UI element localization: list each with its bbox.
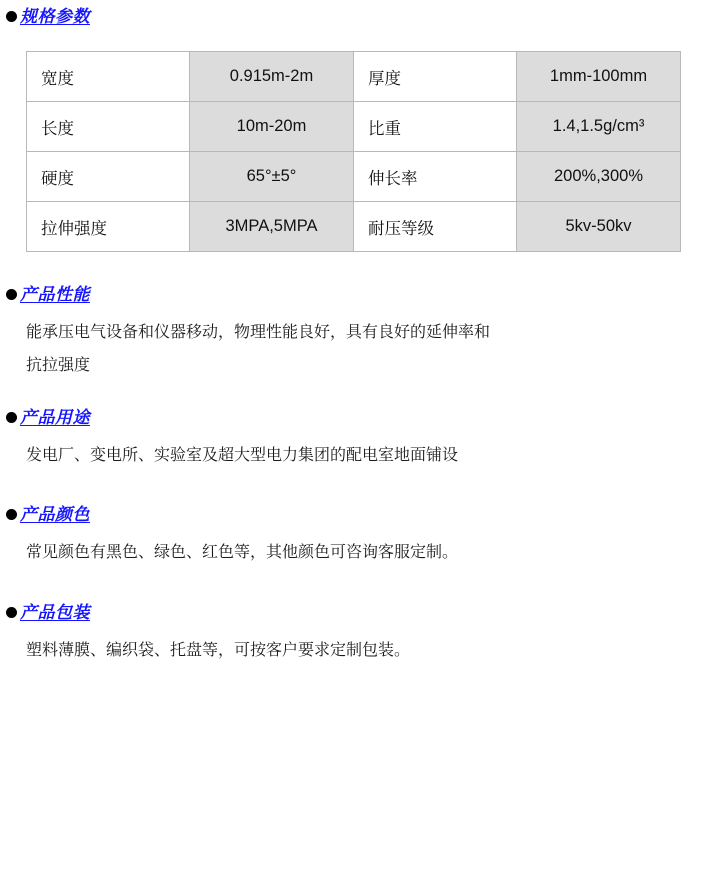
table-row <box>27 52 681 102</box>
spec-value: 1.4,1.5g/cm³ <box>517 102 681 152</box>
spec-value: 200%,300% <box>517 152 681 202</box>
spec-label: 厚度 <box>354 52 517 102</box>
section-heading-spec <box>6 8 708 25</box>
section-title-spec: 规格参数 <box>20 7 90 26</box>
section-title-color: 产品颜色 <box>20 505 90 525</box>
section-heading-packing <box>6 604 708 621</box>
section-title-usage: 产品用途 <box>20 407 90 427</box>
performance-line-2: 抗拉强度 <box>26 356 91 374</box>
spec-table-wrapper <box>26 51 680 252</box>
table-row <box>27 152 681 202</box>
bullet-icon <box>6 11 17 22</box>
spec-label: 拉伸强度 <box>27 202 190 252</box>
table-row <box>27 102 681 152</box>
table-row <box>27 202 681 252</box>
spec-label: 比重 <box>354 102 517 152</box>
section-title-packing: 产品包装 <box>20 603 90 623</box>
spec-value: 0.915m-2m <box>190 52 354 102</box>
section-heading-color <box>6 506 708 523</box>
spec-label: 宽度 <box>27 52 190 102</box>
spec-label: 硬度 <box>27 152 190 202</box>
bullet-icon <box>6 509 17 520</box>
packing-paragraph: 塑料薄膜、编织袋、托盘等，可按客户要求定制包装。 <box>26 642 411 660</box>
spec-table <box>26 51 681 252</box>
spec-value: 10m-20m <box>190 102 354 152</box>
spec-label: 耐压等级 <box>354 202 517 252</box>
spec-value: 5kv-50kv <box>517 202 681 252</box>
section-heading-performance <box>6 286 708 303</box>
bullet-icon <box>6 289 17 300</box>
spec-label: 长度 <box>27 102 190 152</box>
spec-value: 65°±5° <box>190 152 354 202</box>
performance-line-1: 能承压电气设备和仪器移动，物理性能良好，具有良好的延伸率和 <box>26 324 491 341</box>
section-title-performance: 产品性能 <box>20 285 90 304</box>
bullet-icon <box>6 607 17 618</box>
color-paragraph: 常见颜色有黑色、绿色、红色等，其他颜色可咨询客服定制。 <box>26 544 459 562</box>
bullet-icon <box>6 412 17 423</box>
spec-value: 3MPA,5MPA <box>190 202 354 252</box>
usage-paragraph: 发电厂、变电所、实验室及超大型电力集团的配电室地面铺设 <box>26 446 459 464</box>
spec-value: 1mm-100mm <box>517 52 681 102</box>
section-heading-usage <box>6 409 708 426</box>
performance-paragraph <box>26 317 666 383</box>
spec-label: 伸长率 <box>354 152 517 202</box>
